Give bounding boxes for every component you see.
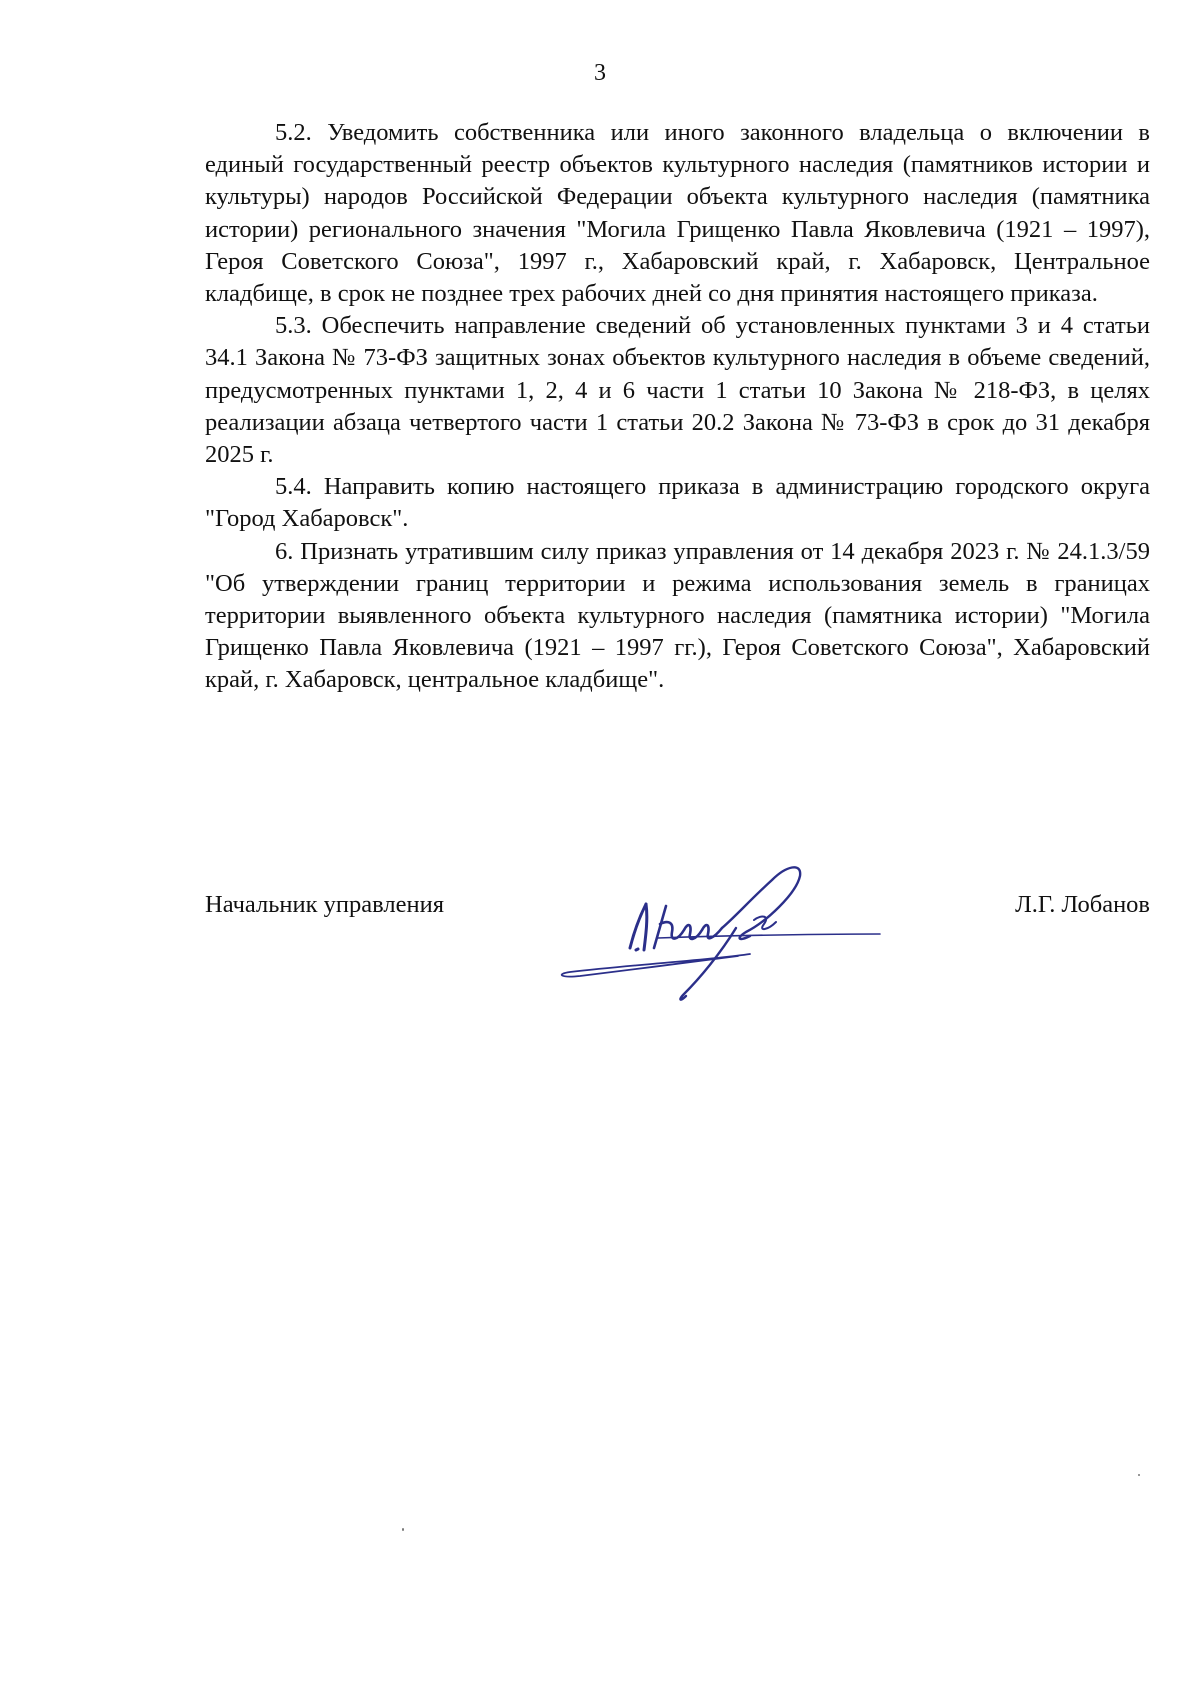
paragraph-6: 6. Признать утратившим силу приказ управления от 14 декабря 2023 г. № 24.1.3/59 "Об утверждении границ территории и режима использования земель в границах территории выявленного объекта культурного наследия (памятника истории) "Могила Грищенко Павла Яковлевича (1921 – 1997 гг.), Героя Советского Союза", Хабаровский край, г. Хабаровск, центральное кладбище".	[205, 537, 1150, 694]
paragraph-5-2: 5.2. Уведомить собственника или иного законного владельца о включении в единый государственный реестр объектов культурного наследия (памятников истории и культуры) народов Российской Федерации объекта культурного наследия (памятника истории) регионального значения "Могила Грищенко Павла Яковлевича (1921 – 1997), Героя Советского Союза", 1997 г., Хабаровский край, г. Хабаровск, Центральное кладбище, в срок не позднее трех рабочих дней со дня принятия настоящего приказа.	[205, 119, 1150, 308]
paragraph-5-4: 5.4. Направить копию настоящего приказа в администрацию городского округа "Город Хабаровск".	[205, 473, 1150, 533]
scan-speck	[402, 1528, 404, 1531]
paragraph-5-3: 5.3. Обеспечить направление сведений об установленных пунктами 3 и 4 статьи 34.1 Закона № 73-ФЗ защитных зонах объектов культурного наследия в объеме сведений, предусмотренных пунктами 1, 2, 4 и 6 части 1 статьи 10 Закона № 218-ФЗ, в целях реализации абзаца четвертого части 1 статьи 20.2 Закона № 73-ФЗ в срок до 31 декабря 2025 г.	[205, 312, 1150, 469]
signer-name: Л.Г. Лобанов	[1015, 891, 1150, 918]
signer-position: Начальник управления	[205, 891, 444, 918]
scan-speck	[1138, 1474, 1140, 1476]
handwritten-signature	[550, 850, 900, 1010]
document-body	[205, 117, 1150, 697]
signature-block	[205, 868, 1150, 988]
page-number: 3	[594, 60, 606, 86]
